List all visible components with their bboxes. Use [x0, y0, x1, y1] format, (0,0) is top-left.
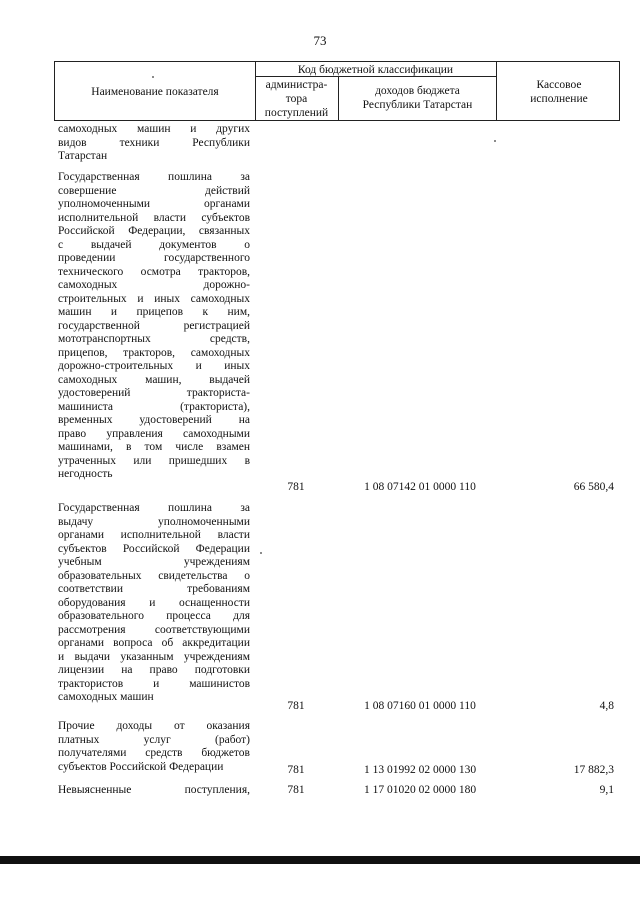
scan-speck [152, 76, 154, 78]
name-line: мототранспортных средств, [58, 333, 250, 345]
name-line: Государственная пошлина за [58, 502, 250, 514]
name-line: удостоверений тракториста- [58, 387, 250, 399]
name-line: трактористов и машинистов [58, 677, 250, 690]
row-indicator-name [58, 720, 250, 774]
header-execution-column: Кассовое исполнение [530, 79, 588, 105]
header-name-column: Наименование показателя [91, 86, 219, 98]
name-line: рассмотрения соответствующими [58, 623, 250, 636]
row-indicator-name [58, 784, 250, 798]
name-line: машинами, в том числе взамен [58, 441, 250, 453]
income-code: 1 13 01992 02 0000 130 [363, 764, 477, 776]
name-line: лицензии на право подготовки [58, 664, 250, 676]
name-line: технического осмотра тракторов, [58, 265, 250, 278]
name-line: самоходных машин и других [58, 123, 250, 135]
name-line: платных услуг (работ) [58, 733, 250, 746]
table-header [54, 61, 620, 121]
row-indicator-name [58, 502, 250, 705]
name-line: прицепов, тракторов, самоходных [58, 346, 250, 359]
name-line: с выдачей документов о [58, 238, 250, 251]
admin-code: 781 [287, 700, 305, 712]
execution-amount: 9,1 [599, 784, 614, 796]
admin-code: 781 [287, 481, 305, 493]
name-line: Прочие доходы от оказания [58, 720, 250, 732]
name-line: видов техники Республики [58, 136, 250, 149]
header-admin-column: администра- тора поступлений [264, 79, 329, 119]
name-line: соответствии требованиям [58, 583, 250, 595]
name-line: совершение действий [58, 184, 250, 197]
name-line: государственной регистрацией [58, 319, 250, 332]
name-line: право управления самоходными [58, 427, 250, 440]
name-line: самоходных машин, выдачей [58, 373, 250, 386]
scan-speck [494, 140, 496, 142]
name-line: субъектов Российской Федерации [58, 542, 250, 555]
name-line: временных удостоверений на [58, 414, 250, 426]
row-indicator-name [58, 123, 250, 164]
admin-code: 781 [287, 764, 305, 776]
execution-amount: 4,8 [599, 700, 614, 712]
scan-speck [260, 552, 262, 554]
name-line: самоходных дорожно- [58, 279, 250, 291]
name-line: Государственная пошлина за [58, 171, 250, 183]
name-line: образовательного процесса для [58, 610, 250, 622]
name-line: машин и прицепов к ним, [58, 306, 250, 318]
name-line: Российской Федерации, связанных [58, 225, 250, 237]
name-line: образовательных свидетельства о [58, 569, 250, 582]
income-code: 1 17 01020 02 0000 180 [363, 784, 477, 796]
name-line: самоходных машин [58, 691, 154, 703]
page-number: 73 [313, 33, 327, 48]
name-line: проведении государственного [58, 252, 250, 264]
name-line: получателями средств бюджетов [58, 747, 250, 759]
name-line: негодность [58, 468, 113, 480]
name-line: утраченных или пришедших в [58, 454, 250, 467]
name-line: органами вопроса об аккредитации [58, 637, 250, 649]
name-line: учебным учреждениям [58, 556, 250, 568]
name-line: Татарстан [58, 150, 108, 162]
name-line: дорожно-строительных и иных [58, 360, 250, 372]
name-line: Невыясненные поступления, [58, 784, 250, 796]
name-line: выдачу уполномоченными [58, 515, 250, 528]
name-line: исполнительной власти субъектов [58, 211, 250, 224]
header-budget-code: Код бюджетной классификации [297, 64, 454, 76]
admin-code: 781 [287, 784, 305, 796]
name-line: машиниста (тракториста), [58, 400, 250, 413]
name-line: оборудования и оснащенности [58, 596, 250, 609]
row-indicator-name [58, 171, 250, 482]
execution-amount: 17 882,3 [573, 764, 614, 776]
name-line: строительных и иных самоходных [58, 292, 250, 305]
name-line: и выдачи указанным учреждениям [58, 650, 250, 663]
header-income-column: доходов бюджета Республики Татарстан [362, 85, 473, 111]
name-line: субъектов Российской Федерации [58, 760, 224, 773]
execution-amount: 66 580,4 [573, 481, 614, 493]
scan-edge-bar [0, 856, 640, 864]
income-code: 1 08 07142 01 0000 110 [364, 481, 476, 493]
name-line: уполномоченными органами [58, 198, 250, 210]
name-line: органами исполнительной власти [58, 529, 250, 541]
income-code: 1 08 07160 01 0000 110 [364, 700, 476, 712]
